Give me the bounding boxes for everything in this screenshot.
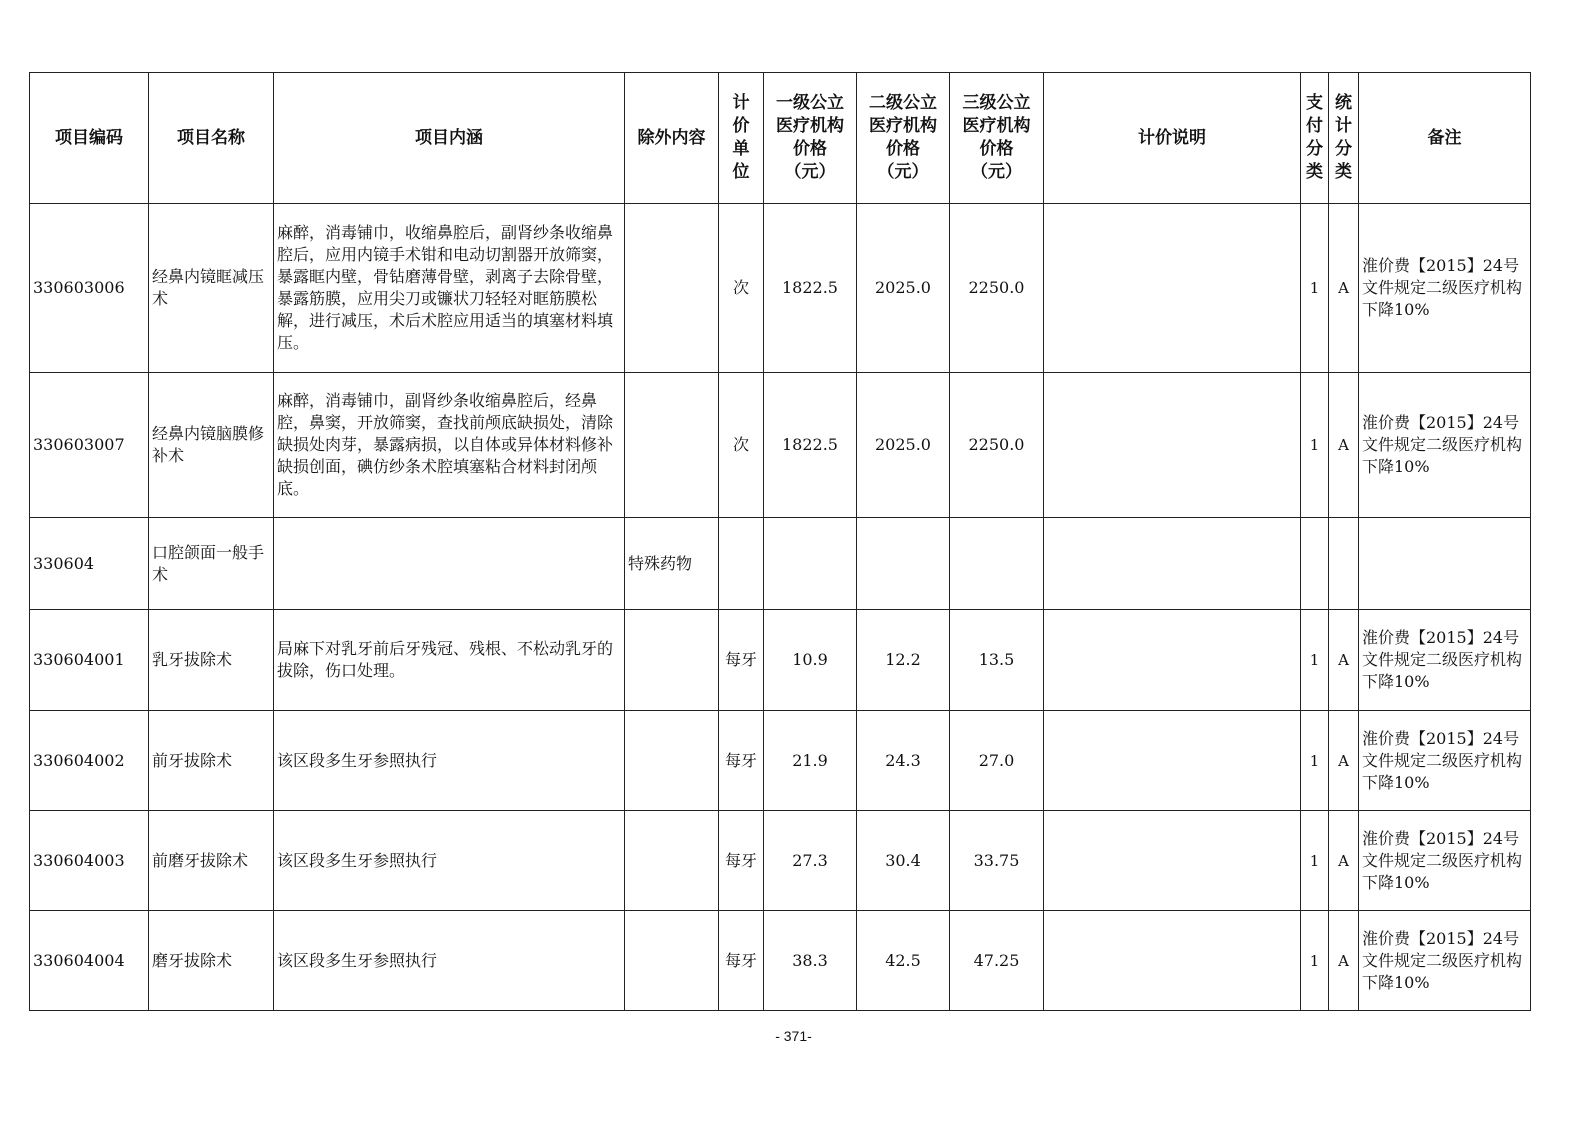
cell-price2: 2025.0 (857, 373, 950, 518)
cell-price2: 12.2 (857, 610, 950, 711)
cell-pay-class (1301, 518, 1329, 610)
cell-price3: 47.25 (950, 911, 1044, 1011)
header-content: 项目内涵 (274, 73, 625, 204)
header-remarks: 备注 (1359, 73, 1531, 204)
cell-name: 前牙拔除术 (149, 711, 274, 811)
header-exclusion: 除外内容 (625, 73, 719, 204)
header-pricing-note: 计价说明 (1044, 73, 1301, 204)
table-row (30, 911, 1531, 1011)
cell-price1: 27.3 (764, 811, 857, 911)
table-header-row (30, 73, 1531, 204)
header-stat-class-label: 统计分类 (1335, 93, 1352, 182)
table-row (30, 811, 1531, 911)
cell-name: 经鼻内镜脑膜修补术 (149, 373, 274, 518)
cell-exclusion: 特殊药物 (625, 518, 719, 610)
cell-unit: 次 (719, 373, 764, 518)
cell-pricing-note (1044, 911, 1301, 1011)
cell-content: 该区段多生牙参照执行 (274, 711, 625, 811)
cell-price1 (764, 518, 857, 610)
cell-remarks (1359, 518, 1531, 610)
cell-name: 前磨牙拔除术 (149, 811, 274, 911)
cell-name: 磨牙拔除术 (149, 911, 274, 1011)
header-stat-class (1329, 73, 1359, 204)
cell-name: 口腔颌面一般手术 (149, 518, 274, 610)
cell-code: 330604004 (30, 911, 149, 1011)
cell-pricing-note (1044, 204, 1301, 373)
cell-pricing-note (1044, 373, 1301, 518)
cell-unit: 每牙 (719, 711, 764, 811)
header-unit (719, 73, 764, 204)
cell-pricing-note (1044, 518, 1301, 610)
table-row (30, 204, 1531, 373)
cell-code: 330603006 (30, 204, 149, 373)
cell-code: 330604002 (30, 711, 149, 811)
cell-remarks: 淮价费【2015】24号文件规定二级医疗机构下降10% (1359, 911, 1531, 1011)
page-number: - 371- (775, 1028, 812, 1044)
cell-unit (719, 518, 764, 610)
cell-price2: 42.5 (857, 911, 950, 1011)
cell-price1: 38.3 (764, 911, 857, 1011)
table-row (30, 711, 1531, 811)
cell-price3: 27.0 (950, 711, 1044, 811)
cell-exclusion (625, 811, 719, 911)
cell-pay-class: 1 (1301, 610, 1329, 711)
cell-exclusion (625, 911, 719, 1011)
table-row (30, 518, 1531, 610)
price-table (29, 72, 1531, 1011)
cell-remarks: 淮价费【2015】24号文件规定二级医疗机构下降10% (1359, 204, 1531, 373)
cell-content: 麻醉，消毒铺巾，收缩鼻腔后，副肾纱条收缩鼻腔后，应用内镜手术钳和电动切割器开放筛窦，暴露眶内壁，骨钻磨薄骨壁，剥离子去除骨壁，暴露筋膜，应用尖刀或镰状刀轻轻对眶筋膜松解，进行减压，术后术腔应用适当的填塞材料填压。 (274, 204, 625, 373)
cell-name: 经鼻内镜眶减压术 (149, 204, 274, 373)
header-price1 (764, 73, 857, 204)
cell-remarks: 淮价费【2015】24号文件规定二级医疗机构下降10% (1359, 711, 1531, 811)
header-price1-label: 一级公立医疗机构价格（元） (775, 93, 844, 182)
cell-stat-class: A (1329, 373, 1359, 518)
cell-content (274, 518, 625, 610)
cell-pay-class: 1 (1301, 911, 1329, 1011)
cell-price3: 2250.0 (950, 373, 1044, 518)
cell-price1: 10.9 (764, 610, 857, 711)
cell-remarks: 淮价费【2015】24号文件规定二级医疗机构下降10% (1359, 811, 1531, 911)
cell-unit: 每牙 (719, 911, 764, 1011)
header-pay-class (1301, 73, 1329, 204)
cell-code: 330604 (30, 518, 149, 610)
cell-price3: 13.5 (950, 610, 1044, 711)
cell-content: 该区段多生牙参照执行 (274, 911, 625, 1011)
cell-unit: 每牙 (719, 610, 764, 711)
table-row (30, 610, 1531, 711)
header-code: 项目编码 (30, 73, 149, 204)
cell-price3: 33.75 (950, 811, 1044, 911)
cell-price1: 1822.5 (764, 204, 857, 373)
cell-stat-class: A (1329, 811, 1359, 911)
cell-content: 该区段多生牙参照执行 (274, 811, 625, 911)
cell-pay-class: 1 (1301, 811, 1329, 911)
cell-stat-class: A (1329, 911, 1359, 1011)
cell-price3 (950, 518, 1044, 610)
header-price2-label: 二级公立医疗机构价格（元） (868, 93, 937, 182)
cell-stat-class: A (1329, 610, 1359, 711)
cell-price1: 1822.5 (764, 373, 857, 518)
cell-exclusion (625, 373, 719, 518)
cell-price2: 30.4 (857, 811, 950, 911)
cell-price2: 2025.0 (857, 204, 950, 373)
cell-stat-class: A (1329, 711, 1359, 811)
cell-code: 330604001 (30, 610, 149, 711)
cell-content: 麻醉，消毒铺巾，副肾纱条收缩鼻腔后，经鼻腔，鼻窦，开放筛窦，查找前颅底缺损处，清除缺损处肉芽，暴露病损，以自体或异体材料修补缺损创面，碘仿纱条术腔填塞粘合材料封闭颅底。 (274, 373, 625, 518)
cell-pricing-note (1044, 711, 1301, 811)
header-price3 (950, 73, 1044, 204)
cell-exclusion (625, 711, 719, 811)
cell-stat-class (1329, 518, 1359, 610)
cell-name: 乳牙拔除术 (149, 610, 274, 711)
cell-unit: 次 (719, 204, 764, 373)
cell-pay-class: 1 (1301, 373, 1329, 518)
cell-price2 (857, 518, 950, 610)
cell-content: 局麻下对乳牙前后牙残冠、残根、不松动乳牙的拔除，伤口处理。 (274, 610, 625, 711)
cell-remarks: 淮价费【2015】24号文件规定二级医疗机构下降10% (1359, 373, 1531, 518)
header-unit-label: 计价单位 (732, 93, 750, 182)
cell-pricing-note (1044, 610, 1301, 711)
header-name: 项目名称 (149, 73, 274, 204)
cell-exclusion (625, 204, 719, 373)
header-price2 (857, 73, 950, 204)
cell-pricing-note (1044, 811, 1301, 911)
table-row (30, 373, 1531, 518)
cell-exclusion (625, 610, 719, 711)
cell-unit: 每牙 (719, 811, 764, 911)
cell-pay-class: 1 (1301, 711, 1329, 811)
cell-code: 330604003 (30, 811, 149, 911)
cell-code: 330603007 (30, 373, 149, 518)
header-pay-class-label: 支付分类 (1306, 93, 1323, 182)
cell-pay-class: 1 (1301, 204, 1329, 373)
header-price3-label: 三级公立医疗机构价格（元） (962, 93, 1031, 182)
cell-stat-class: A (1329, 204, 1359, 373)
cell-remarks: 淮价费【2015】24号文件规定二级医疗机构下降10% (1359, 610, 1531, 711)
cell-price2: 24.3 (857, 711, 950, 811)
cell-price3: 2250.0 (950, 204, 1044, 373)
cell-price1: 21.9 (764, 711, 857, 811)
